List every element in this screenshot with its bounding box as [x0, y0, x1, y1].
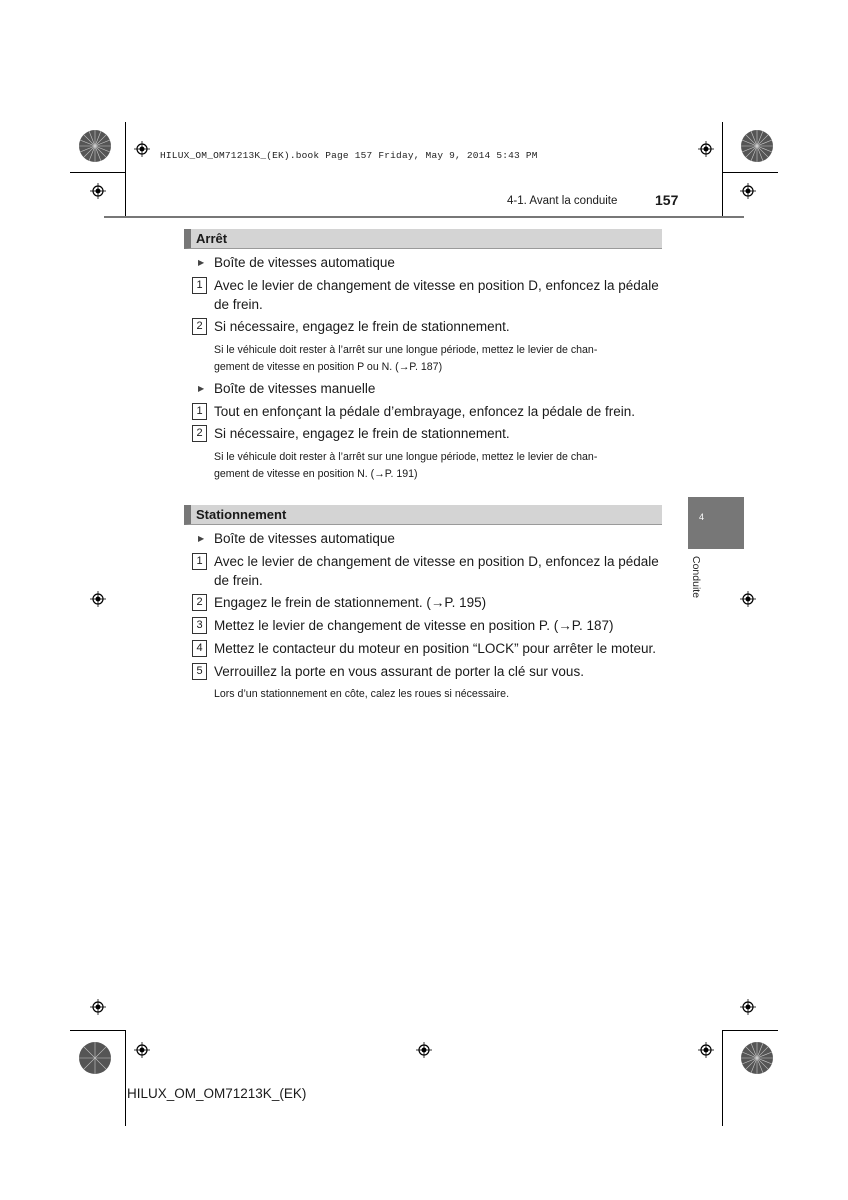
registration-mark-icon [740, 999, 756, 1015]
step-number: 2 [192, 594, 207, 611]
registration-mark-icon [134, 1042, 150, 1058]
crop-line [70, 172, 126, 173]
color-rosette-icon [740, 129, 774, 163]
registration-mark-icon [416, 1042, 432, 1058]
section-heading-arret: Arrêt [184, 229, 662, 249]
step-number: 2 [192, 425, 207, 442]
registration-mark-icon [90, 183, 106, 199]
step-number: 3 [192, 617, 207, 634]
step-number: 2 [192, 318, 207, 335]
registration-mark-icon [698, 141, 714, 157]
chapter-label: Conduite [690, 556, 702, 599]
crop-line [722, 122, 723, 218]
step-text: Mettez le levier de changement de vitesse en position P. (→P. 187) [214, 618, 614, 633]
step-number: 1 [192, 277, 207, 294]
color-rosette-icon [78, 129, 112, 163]
step-text: Si nécessaire, engagez le frein de stationnement. [214, 426, 510, 441]
step-text: Si nécessaire, engagez le frein de stationnement. [214, 319, 510, 334]
step-number: 5 [192, 663, 207, 680]
registration-mark-icon [698, 1042, 714, 1058]
registration-mark-icon [134, 141, 150, 157]
subheading-auto: Boîte de vitesses automatique [214, 255, 395, 270]
note-text: Si le véhicule doit rester à l’arrêt sur une longue période, mettez le levier de chan- [214, 344, 598, 356]
step-text: de frein. [214, 573, 263, 588]
step-number: 1 [192, 553, 207, 570]
header-rule [104, 216, 744, 218]
document-code: HILUX_OM_OM71213K_(EK) [127, 1086, 307, 1101]
crop-line [722, 1030, 723, 1126]
step-text: Avec le levier de changement de vitesse en position D, enfoncez la pédale [214, 278, 659, 293]
note-text: gement de vitesse en position N. (→P. 191) [214, 468, 418, 480]
registration-mark-icon [90, 999, 106, 1015]
subheading-manual: Boîte de vitesses manuelle [214, 381, 376, 396]
arrow-bullet-icon: ▶ [198, 534, 205, 543]
subheading-auto: Boîte de vitesses automatique [214, 531, 395, 546]
file-info: HILUX_OM_OM71213K_(EK).book Page 157 Friday, May 9, 2014 5:43 PM [160, 150, 538, 161]
page-number: 157 [655, 192, 679, 208]
running-head: 4-1. Avant la conduite [507, 195, 618, 207]
note-text: Lors d’un stationnement en côte, calez les roues si nécessaire. [214, 688, 510, 700]
registration-mark-icon [740, 591, 756, 607]
section-heading-stationnement: Stationnement [184, 505, 662, 525]
step-text: Engagez le frein de stationnement. (→P. 195) [214, 595, 487, 610]
crop-line [722, 172, 778, 173]
chapter-tab [688, 497, 744, 549]
step-number: 4 [192, 640, 207, 657]
note-text: gement de vitesse en position P ou N. (→P. 187) [214, 361, 443, 373]
crop-line [125, 122, 126, 218]
note-text: Si le véhicule doit rester à l’arrêt sur une longue période, mettez le levier de chan- [214, 451, 598, 463]
step-text: Mettez le contacteur du moteur en position “LOCK” pour arrêter le moteur. [214, 641, 656, 656]
step-text: Verrouillez la porte en vous assurant de porter la clé sur vous. [214, 664, 584, 679]
color-rosette-icon [78, 1041, 112, 1075]
step-number: 1 [192, 403, 207, 420]
step-text: Avec le levier de changement de vitesse en position D, enfoncez la pédale [214, 554, 659, 569]
chapter-number: 4 [699, 512, 705, 522]
step-text: Tout en enfonçant la pédale d’embrayage, enfoncez la pédale de frein. [214, 404, 636, 419]
step-text: de frein. [214, 297, 263, 312]
crop-line [722, 1030, 778, 1031]
color-rosette-icon [740, 1041, 774, 1075]
arrow-bullet-icon: ▶ [198, 258, 205, 267]
crop-line [70, 1030, 126, 1031]
registration-mark-icon [740, 183, 756, 199]
arrow-bullet-icon: ▶ [198, 384, 205, 393]
registration-mark-icon [90, 591, 106, 607]
crop-line [125, 1030, 126, 1126]
